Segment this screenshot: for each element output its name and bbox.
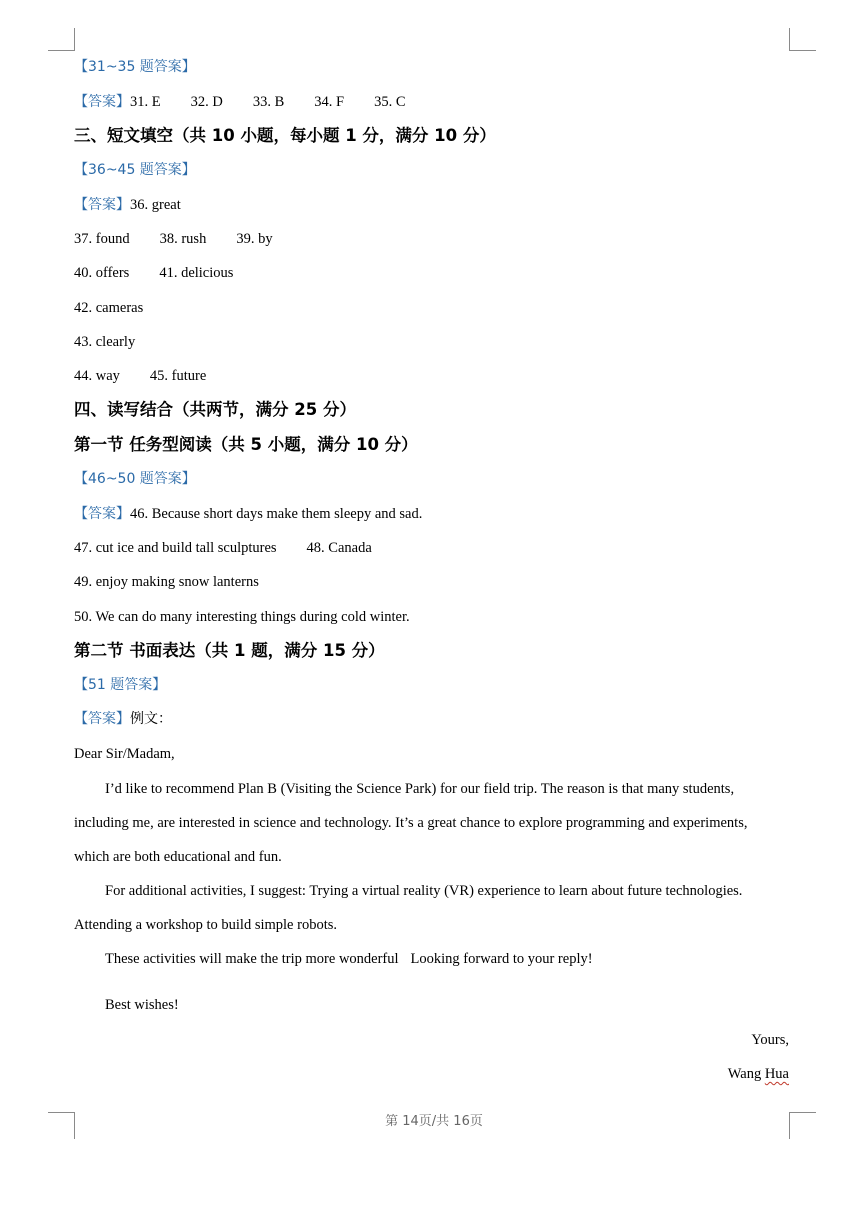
answer-34: 34. F: [314, 94, 345, 110]
answer-36: 36. great: [130, 197, 181, 213]
answer-43: 43. clearly: [74, 334, 136, 350]
section-tag-51: 【51 题答案】: [74, 677, 167, 693]
letter-signature: [728, 1067, 789, 1082]
letter-signoff: Yours,: [751, 1032, 789, 1048]
letter-p3-sentence-1: These activities will make the trip more wonderful: [105, 951, 399, 967]
page-number: 第 14页/共 16页: [385, 1114, 483, 1129]
answer-49: 49. enjoy making snow lanterns: [74, 574, 259, 590]
letter-closing: Best wishes!: [105, 997, 179, 1013]
answer-45: 45. future: [149, 368, 207, 384]
answer-row-46: [74, 507, 422, 522]
answer-42: 42. cameras: [74, 300, 144, 316]
letter-p1-line2: including me, are interested in science and technology. It’s a great chance to explore programming and experiments,: [74, 815, 748, 831]
answer-47: 47. cut ice and build tall sculptures: [74, 540, 277, 556]
heading-part-3: 三、短文填空（共 10 小题，每小题 1 分，满分 10 分）: [74, 126, 496, 145]
letter-p2-line2: Attending a workshop to build simple robots.: [74, 917, 337, 933]
answer-50: 50. We can do many interesting things during cold winter.: [74, 609, 410, 625]
letter-p3-sentence-2: Looking forward to your reply!: [410, 951, 593, 967]
answer-46: 46. Because short days make them sleepy and sad.: [130, 506, 423, 522]
section-tag-46-50: 【46~50 题答案】: [74, 471, 196, 487]
crop-mark-top-left: [48, 28, 75, 51]
answer-35: 35. C: [374, 94, 406, 110]
heading-section-1: 第一节 任务型阅读（共 5 小题，满分 10 分）: [74, 435, 418, 454]
letter-p1-line1: I’d like to recommend Plan B (Visiting the Science Park) for our field trip. The reason is that many students,: [105, 781, 735, 797]
answer-39: 39. by: [236, 231, 273, 247]
signature-last-name: Hua: [764, 1066, 789, 1082]
answer-tag: 【答案】: [74, 94, 130, 110]
answer-row-31-35: [74, 95, 406, 110]
answer-33: 33. B: [252, 94, 285, 110]
heading-section-2: 第二节 书面表达（共 1 题，满分 15 分）: [74, 641, 385, 660]
answer-37: 37. found: [74, 231, 130, 247]
letter-p2-line1: For additional activities, I suggest: Trying a virtual reality (VR) experience to learn about future technologies.: [105, 883, 743, 899]
answer-row-36: [74, 198, 181, 213]
section-tag-36-45: 【36~45 题答案】: [74, 162, 196, 178]
answer-tag: 【答案】: [74, 711, 130, 727]
answer-row-51: [74, 712, 172, 727]
answer-48: 48. Canada: [306, 540, 372, 556]
answer-row-44-45: [74, 369, 206, 384]
answer-row-40-41: [74, 266, 233, 281]
answer-row-37-39: [74, 232, 273, 247]
section-tag-31-35: 【31~35 题答案】: [74, 59, 196, 75]
answer-tag: 【答案】: [74, 506, 130, 522]
letter-p3: [105, 952, 593, 967]
sample-essay-label: 例文：: [130, 711, 172, 727]
answer-41: 41. delicious: [159, 265, 234, 281]
letter-greeting: Dear Sir/Madam,: [74, 746, 175, 762]
heading-part-4: 四、读写结合（共两节，满分 25 分）: [74, 400, 356, 419]
answer-40: 40. offers: [74, 265, 130, 281]
answer-32: 32. D: [190, 94, 223, 110]
answer-38: 38. rush: [159, 231, 207, 247]
answer-tag: 【答案】: [74, 197, 130, 213]
answer-31: 31. E: [130, 94, 161, 110]
signature-first-name: Wang: [727, 1066, 762, 1082]
crop-mark-top-right: [789, 28, 816, 51]
answer-row-47-48: [74, 541, 372, 556]
answer-44: 44. way: [74, 368, 120, 384]
letter-p1-line3: which are both educational and fun.: [74, 849, 282, 865]
